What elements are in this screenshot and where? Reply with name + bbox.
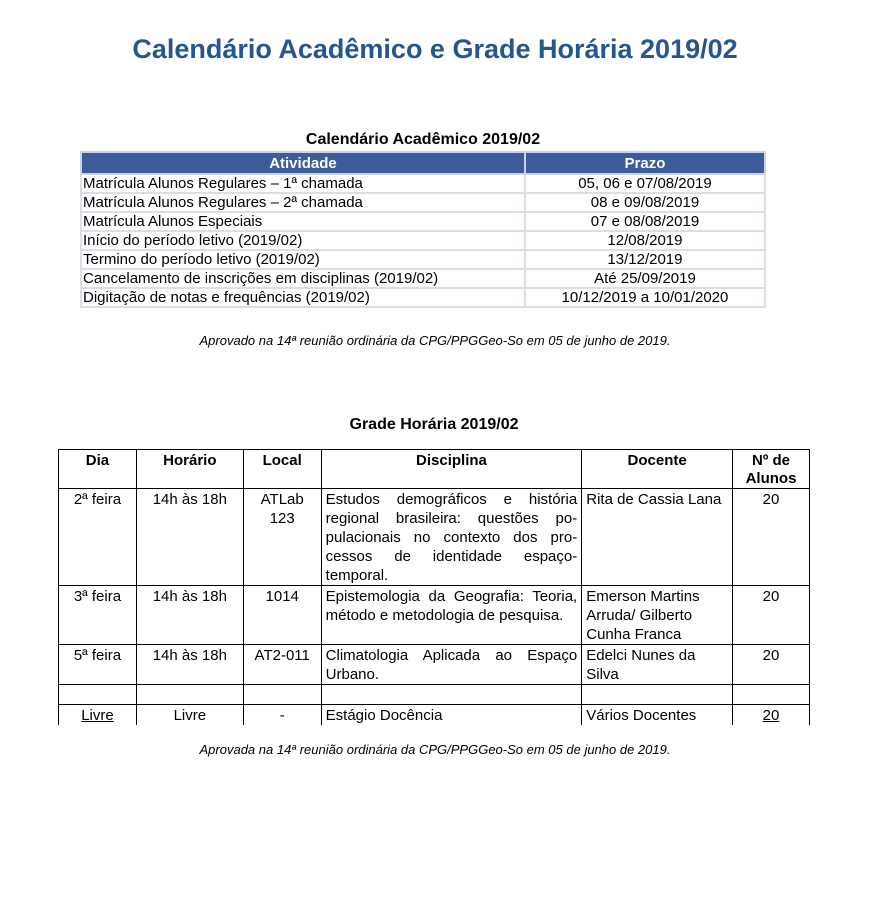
table-row <box>59 586 810 645</box>
dia-cell: 5ª feira <box>59 645 137 685</box>
calendar-header-row <box>81 152 765 174</box>
local-cell: ATLab 123 <box>243 489 321 586</box>
table-row <box>81 174 765 193</box>
table-row <box>81 212 765 231</box>
table-row <box>59 645 810 685</box>
grade-header-horario: Horário <box>136 450 243 489</box>
disciplina-cell: Climatologia Aplicada ao Espaço Urbano. <box>321 645 582 685</box>
table-row <box>81 269 765 288</box>
local-cell: - <box>243 705 321 726</box>
prazo-cell: 12/08/2019 <box>525 231 765 250</box>
empty-cell <box>59 685 137 705</box>
grade-header-docente: Docente <box>582 450 733 489</box>
empty-cell <box>321 685 582 705</box>
grade-header-row <box>59 450 810 489</box>
grade-header-local: Local <box>243 450 321 489</box>
table-row <box>59 705 810 726</box>
empty-cell <box>243 685 321 705</box>
atividade-cell: Digitação de notas e frequências (2019/02) <box>81 288 525 307</box>
alunos-cell: 20 <box>733 489 810 586</box>
prazo-cell: 05, 06 e 07/08/2019 <box>525 174 765 193</box>
grade-header-disciplina: Disciplina <box>321 450 582 489</box>
grade-table <box>58 449 810 725</box>
docente-cell: Rita de Cassia Lana <box>582 489 733 586</box>
calendar-table <box>80 151 766 308</box>
prazo-cell: 07 e 08/08/2019 <box>525 212 765 231</box>
disciplina-cell: Epistemologia da Geografia: Teoria, método e metodologia de pesquisa. <box>321 586 582 645</box>
atividade-cell: Matrícula Alunos Regulares – 1ª chamada <box>81 174 525 193</box>
atividade-cell: Matrícula Alunos Regulares – 2ª chamada <box>81 193 525 212</box>
table-row <box>81 231 765 250</box>
empty-cell <box>582 685 733 705</box>
horario-cell: 14h às 18h <box>136 586 243 645</box>
table-row <box>81 193 765 212</box>
prazo-cell: 08 e 09/08/2019 <box>525 193 765 212</box>
calendar-header-prazo: Prazo <box>525 152 765 174</box>
grade-header-alunos: Nº de Alunos <box>733 450 810 489</box>
atividade-cell: Início do período letivo (2019/02) <box>81 231 525 250</box>
disciplina-cell: Estudos demográficos e história regional brasileira: questões populacionais no contexto dos processos de identidade espaço-temporal. <box>321 489 582 586</box>
dia-cell: 2ª feira <box>59 489 137 586</box>
table-row <box>81 250 765 269</box>
prazo-cell: Até 25/09/2019 <box>525 269 765 288</box>
horario-cell: 14h às 18h <box>136 489 243 586</box>
atividade-cell: Cancelamento de inscrições em disciplinas (2019/02) <box>81 269 525 288</box>
alunos-cell: 20 <box>733 705 810 726</box>
empty-cell <box>733 685 810 705</box>
local-cell: 1014 <box>243 586 321 645</box>
alunos-cell: 20 <box>733 645 810 685</box>
docente-cell: Edelci Nunes da Silva <box>582 645 733 685</box>
calendar-caption: Calendário Acadêmico 2019/02 <box>305 131 541 148</box>
horario-cell: 14h às 18h <box>136 645 243 685</box>
table-row <box>81 288 765 307</box>
grade-header-dia: Dia <box>59 450 137 489</box>
empty-cell <box>136 685 243 705</box>
alunos-cell: 20 <box>733 586 810 645</box>
atividade-cell: Matrícula Alunos Especiais <box>81 212 525 231</box>
disciplina-cell: Estágio Docência <box>321 705 582 726</box>
grade-caption: Grade Horária 2019/02 <box>349 416 519 433</box>
calendar-header-atividade: Atividade <box>81 152 525 174</box>
docente-cell: Vários Docentes <box>582 705 733 726</box>
local-cell: AT2-011 <box>243 645 321 685</box>
atividade-cell: Termino do período letivo (2019/02) <box>81 250 525 269</box>
prazo-cell: 13/12/2019 <box>525 250 765 269</box>
page-title: Calendário Acadêmico e Grade Horária 2019/02 <box>132 34 738 64</box>
docente-cell: Emerson Martins Arruda/ Gilberto Cunha Franca <box>582 586 733 645</box>
empty-row <box>59 685 810 705</box>
horario-cell: Livre <box>136 705 243 726</box>
prazo-cell: 10/12/2019 a 10/01/2020 <box>525 288 765 307</box>
calendar-approval-note: Aprovado na 14ª reunião ordinária da CPG/PPGGeo-So em 05 de junho de 2019. <box>199 333 671 348</box>
grade-approval-note: Aprovada na 14ª reunião ordinária da CPG/PPGGeo-So em 05 de junho de 2019. <box>199 742 671 757</box>
dia-cell: Livre <box>59 705 137 726</box>
table-row <box>59 489 810 586</box>
dia-cell: 3ª feira <box>59 586 137 645</box>
